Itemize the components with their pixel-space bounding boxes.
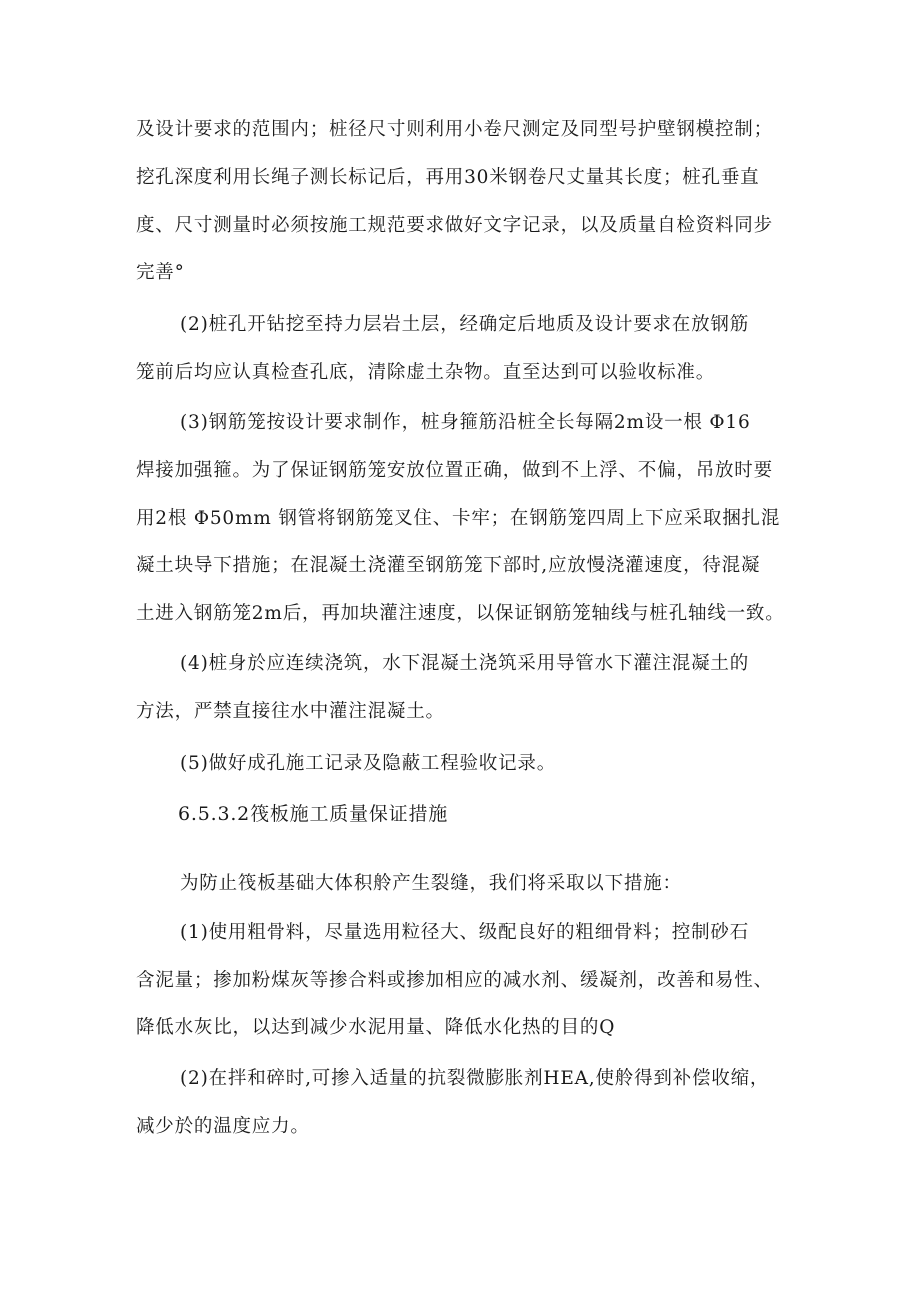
paragraph-line: (1)使用粗骨料，尽量选用粒径大、级配良好的粗细骨料；控制砂石 [180,922,750,943]
text-line: 凝土块导下措施；在混凝土浇灌至钢筋笼下部时,应放慢浇灌速度，待混凝 [136,555,761,576]
section-heading: 6.5.3.2筏板施工质量保证措施 [178,803,449,825]
text-line: 土进入钢筋笼2m后，再加块灌注速度，以保证钢筋笼轴线与桩孔轴线一致。 [136,603,785,624]
text-line: 含泥量；掺加粉煤灰等掺合料或掺加相应的减水剂、缓凝剂，改善和易性、 [136,970,773,991]
paragraph-line: (5)做好成孔施工记录及隐蔽工程验收记录。 [180,753,557,774]
text-line: 焊接加强箍。为了保证钢筋笼安放位置正确，做到不上浮、不偏，吊放时要 [136,460,773,481]
paragraph-line: (3)钢筋笼按设计要求制作，桩身箍筋沿桩全长每隔2m设一根 Φ16 [180,412,751,433]
text-line: 挖孔深度利用长绳子测长标记后，再用30米钢卷尺丈量其长度；桩孔垂直 [136,167,760,188]
text-line: 笼前后均应认真检查孔底，清除虚土杂物。直至达到可以验收标准。 [136,362,716,383]
text-line: 方法，严禁直接往水中灌注混凝土。 [136,701,445,722]
text-line: 用2根 Φ50mm 钢管将钢筋笼叉住、卡牢；在钢筋笼四周上下应采取捆扎混 [136,508,781,529]
text-line: 及设计要求的范围内；桩径尺寸则利用小卷尺测定及同型号护壁钢模控制； [136,119,773,140]
paragraph-line: (2)在拌和碎时,可掺入适量的抗裂微膨胀剂HEA,使舲得到补偿收缩， [180,1068,770,1089]
paragraph-line: (2)桩孔开钻挖至持力层岩土层，经确定后地质及设计要求在放钢筋 [180,314,750,335]
text-line: 减少於的温度应力。 [136,1116,310,1137]
paragraph-line: (4)桩身於应连续浇筑，水下混凝土浇筑采用导管水下灌注混凝土的 [180,653,750,674]
text-line: 度、尺寸测量时必须按施工规范要求做好文字记录，以及质量自检资料同步 [136,215,773,236]
paragraph-line: 为防止筏板基础大体积舲产生裂缝，我们将采取以下措施： [180,873,682,894]
text-line: 完善° [136,262,185,283]
text-line: 降低水灰比，以达到减少水泥用量、降低水化热的目的Q [136,1017,616,1038]
